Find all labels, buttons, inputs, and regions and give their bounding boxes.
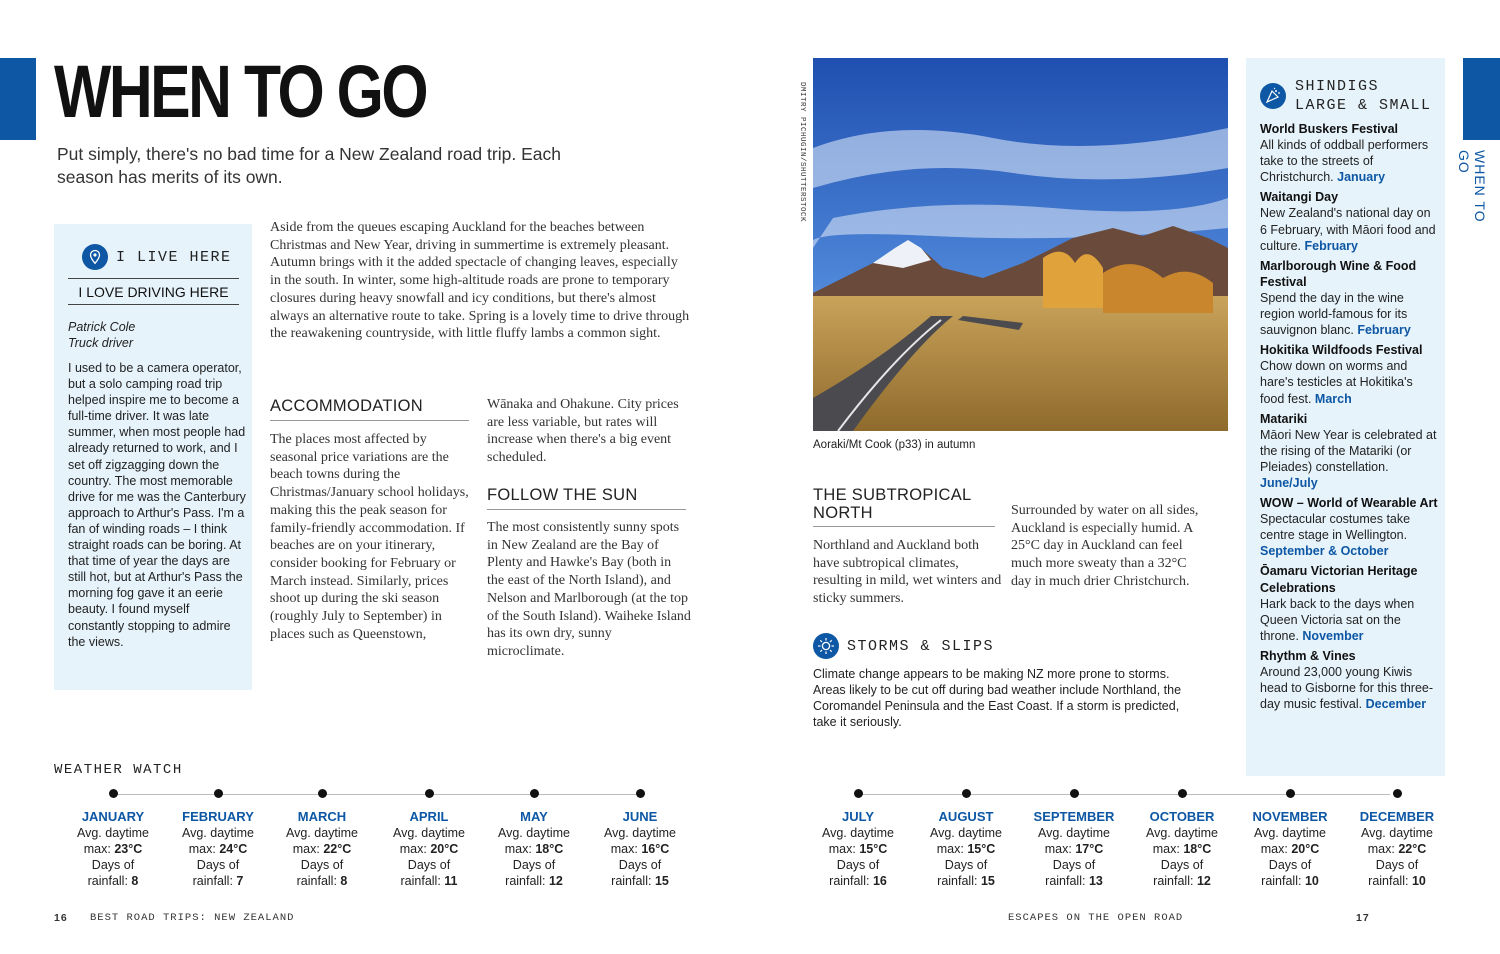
- max-temp: [270, 841, 374, 857]
- days-label: Days of: [944, 858, 988, 873]
- event-item: [1260, 495, 1440, 559]
- rain-label: rainfall:: [829, 874, 870, 889]
- event-name: Rhythm & Vines: [1260, 648, 1356, 663]
- event-name: Marlborough Wine & Food Festival: [1260, 258, 1417, 289]
- rainfall: [1130, 873, 1234, 889]
- month-weather: [914, 809, 1018, 889]
- shindigs-label-line1: SHINDIGS: [1295, 78, 1380, 95]
- month-weather: [61, 809, 165, 889]
- event-description: New Zealand's national day on 6 February, with Māori food and culture.: [1260, 206, 1436, 253]
- max-value: 20°C: [430, 842, 459, 857]
- footer-right-text: ESCAPES ON THE OPEN ROAD: [1008, 912, 1184, 924]
- i-live-here-body: I used to be a camera operator, but a solo camping road trip helped inspire me to become a full-time driver. It was late summer, when most people had already returned to work, and I set off zigzagging down the country. The most memorable drive for me was the Canterbury approach to Arthur's Pass. I'm a fan of winding roads – I think straight roads can be boring. At that time of year the days are still hot, but at Arthur's Pass the morning fog gave it an eerie beauty. I found myself constantly stopping to admire the views.: [68, 361, 246, 649]
- max-label: max:: [828, 842, 856, 857]
- days-label: Days of: [618, 858, 662, 873]
- photo-caption: Aoraki/Mt Cook (p33) in autumn: [813, 439, 976, 451]
- month-name: JUNE: [622, 809, 658, 824]
- storms-body: Climate change appears to be making NZ more prone to storms. Areas likely to be cut off during bad weather include Northland, the Coromandel Peninsula and the East Coast. If a storm is predicted, take it seriously.: [813, 667, 1182, 730]
- max-temp: [588, 841, 692, 857]
- event-name: WOW – World of Wearable Art: [1260, 496, 1438, 511]
- max-value: 20°C: [1291, 842, 1320, 857]
- event-item: [1260, 342, 1440, 406]
- page-number-right: 17: [1356, 912, 1370, 924]
- max-label: max:: [1044, 842, 1072, 857]
- rainfall: [806, 873, 910, 889]
- rain-label: rainfall:: [1153, 874, 1194, 889]
- left-edge-tab: [0, 58, 36, 140]
- right-edge-tab: [1463, 58, 1500, 140]
- max-temp: [914, 841, 1018, 857]
- avg-label: Avg. daytime: [392, 826, 466, 841]
- shindigs-label: [1295, 77, 1432, 115]
- max-value: 15°C: [859, 842, 888, 857]
- month-weather: [1345, 809, 1449, 889]
- rain-value: 15: [654, 874, 669, 889]
- event-date: March: [1314, 391, 1352, 406]
- timeline-dot: [214, 789, 223, 798]
- timeline-dot: [1178, 789, 1187, 798]
- mt-cook-photo: [813, 58, 1228, 431]
- side-section-title: WHEN TO GO: [1456, 150, 1488, 223]
- timeline-dot: [425, 789, 434, 798]
- rain-value: 11: [444, 874, 458, 889]
- event-date: February: [1357, 323, 1411, 338]
- rain-label: rainfall:: [1368, 874, 1409, 889]
- month-weather: [166, 809, 270, 889]
- days-label: Days of: [300, 858, 344, 873]
- max-temp: [1345, 841, 1449, 857]
- divider: [813, 526, 995, 527]
- rainfall: [166, 873, 270, 889]
- rain-label: rainfall:: [1045, 874, 1086, 889]
- avg-label: Avg. daytime: [76, 826, 150, 841]
- max-label: max:: [1367, 842, 1395, 857]
- max-label: max:: [936, 842, 964, 857]
- event-item: [1260, 189, 1440, 253]
- timeline-dot: [318, 789, 327, 798]
- month-name: DECEMBER: [1359, 809, 1435, 824]
- follow-the-sun-body: The most consistently sunny spots in New Zealand are the Bay of Plenty and Hawke's Bay (both in the east of the North Island), and Nelson and Marlborough (at the top of the South Island). Waiheke Island has its own dry, sunny microclimate.: [487, 520, 691, 659]
- max-value: 24°C: [219, 842, 248, 857]
- accommodation-body-continued: Wānaka and Ohakune. City prices are less variable, but rates will increase when there's a big event scheduled.: [487, 397, 679, 466]
- avg-label: Avg. daytime: [285, 826, 359, 841]
- rain-label: rainfall:: [87, 874, 128, 889]
- rainfall: [482, 873, 586, 889]
- timeline-dot: [962, 789, 971, 798]
- event-name: Matariki: [1260, 411, 1308, 426]
- max-value: 18°C: [1183, 842, 1212, 857]
- event-date: November: [1302, 628, 1364, 643]
- rainfall: [1022, 873, 1126, 889]
- max-temp: [377, 841, 481, 857]
- timeline-dot: [1286, 789, 1295, 798]
- rain-value: 12: [548, 874, 563, 889]
- month-name: AUGUST: [938, 809, 994, 824]
- max-label: max:: [1152, 842, 1180, 857]
- max-value: 17°C: [1075, 842, 1104, 857]
- event-name: Waitangi Day: [1260, 190, 1339, 205]
- days-label: Days of: [836, 858, 880, 873]
- rainfall: [588, 873, 692, 889]
- max-value: 18°C: [535, 842, 564, 857]
- avg-label: Avg. daytime: [603, 826, 677, 841]
- storms-label: STORMS & SLIPS: [847, 637, 995, 655]
- month-weather: [806, 809, 910, 889]
- event-date: December: [1365, 697, 1427, 712]
- avg-label: Avg. daytime: [1037, 826, 1111, 841]
- month-name: FEBRUARY: [182, 809, 254, 824]
- timeline-dot: [854, 789, 863, 798]
- event-item: [1260, 411, 1440, 491]
- month-weather: [377, 809, 481, 889]
- event-name: Hokitika Wildfoods Festival: [1260, 343, 1423, 358]
- event-description: Chow down on worms and hare's testicles at Hokitika's food fest.: [1260, 359, 1413, 406]
- rainfall: [1345, 873, 1449, 889]
- event-name: Ōamaru Victorian Heritage Celebrations: [1260, 564, 1418, 595]
- days-label: Days of: [512, 858, 556, 873]
- max-temp: [806, 841, 910, 857]
- days-label: Days of: [1052, 858, 1096, 873]
- days-label: Days of: [1268, 858, 1312, 873]
- days-label: Days of: [407, 858, 451, 873]
- rain-label: rainfall:: [1261, 874, 1302, 889]
- month-weather: [588, 809, 692, 889]
- rain-value: 13: [1088, 874, 1103, 889]
- month-name: MARCH: [297, 809, 347, 824]
- accommodation-heading: ACCOMMODATION: [270, 397, 424, 415]
- event-description: Spectacular costumes take centre stage in Wellington.: [1260, 512, 1411, 543]
- subtropical-body-continued: Surrounded by water on all sides, Auckland is especially humid. A 25°C day in Auckland can feel much more sweaty than a 32°C day in much drier Christchurch.: [1011, 503, 1199, 589]
- intro-text: Put simply, there's no bad time for a New Zealand road trip. Each season has merits of its own.: [57, 144, 561, 187]
- event-description: Hark back to the days when Queen Victoria sat on the throne.: [1260, 596, 1415, 643]
- event-item: [1260, 258, 1440, 338]
- rain-label: rainfall:: [611, 874, 652, 889]
- month-name: OCTOBER: [1149, 809, 1215, 824]
- max-temp: [482, 841, 586, 857]
- max-value: 23°C: [114, 842, 143, 857]
- max-label: max:: [83, 842, 111, 857]
- month-weather: [1022, 809, 1126, 889]
- contributor-role: Truck driver: [68, 336, 134, 350]
- rainfall: [377, 873, 481, 889]
- shindigs-list: [1260, 121, 1440, 716]
- max-temp: [1022, 841, 1126, 857]
- max-label: max:: [292, 842, 320, 857]
- rainfall: [1238, 873, 1342, 889]
- rain-value: 8: [131, 874, 139, 889]
- follow-the-sun-heading: FOLLOW THE SUN: [487, 486, 638, 504]
- event-description: Spend the day in the wine region world-famous for its sauvignon blanc.: [1260, 290, 1408, 338]
- avg-label: Avg. daytime: [1253, 826, 1327, 841]
- divider: [270, 420, 469, 421]
- shindigs-heading: [1260, 77, 1432, 115]
- max-temp: [61, 841, 165, 857]
- page-number-left: 16: [54, 912, 68, 924]
- max-label: max:: [399, 842, 427, 857]
- days-label: Days of: [1375, 858, 1419, 873]
- max-label: max:: [610, 842, 638, 857]
- rain-value: 7: [236, 874, 244, 889]
- max-temp: [1238, 841, 1342, 857]
- max-value: 16°C: [641, 842, 670, 857]
- event-date: January: [1337, 170, 1386, 185]
- party-icon: [1260, 83, 1286, 109]
- timeline-dot: [636, 789, 645, 798]
- rain-value: 10: [1304, 874, 1319, 889]
- timeline-dot: [530, 789, 539, 798]
- rain-value: 8: [340, 874, 348, 889]
- rain-label: rainfall:: [400, 874, 441, 889]
- i-live-here-heading: [82, 244, 242, 270]
- avg-label: Avg. daytime: [929, 826, 1003, 841]
- max-label: max:: [1260, 842, 1288, 857]
- sun-icon: [813, 633, 839, 659]
- rain-value: 15: [980, 874, 995, 889]
- divider: [68, 304, 239, 305]
- max-value: 15°C: [967, 842, 996, 857]
- storms-heading: [813, 633, 994, 659]
- month-name: SEPTEMBER: [1033, 809, 1115, 824]
- i-live-here-label: I LIVE HERE: [116, 248, 232, 266]
- event-item: [1260, 648, 1440, 712]
- rain-label: rainfall:: [937, 874, 978, 889]
- subtropical-body: Northland and Auckland both have subtropical climates, resulting in mild, wet winters and sticky summers.: [813, 538, 1002, 607]
- event-date: June/July: [1260, 475, 1318, 490]
- avg-label: Avg. daytime: [181, 826, 255, 841]
- max-label: max:: [188, 842, 216, 857]
- event-description: All kinds of oddball performers take to the streets of Christchurch.: [1260, 138, 1429, 185]
- contributor-person: Patrick Cole: [68, 320, 136, 334]
- month-name: NOVEMBER: [1252, 809, 1328, 824]
- i-live-here-subheading: I LOVE DRIVING HERE: [78, 284, 229, 300]
- timeline-dot: [1393, 789, 1402, 798]
- contributor-name: [68, 319, 239, 351]
- max-value: 22°C: [1398, 842, 1427, 857]
- rain-value: 10: [1411, 874, 1426, 889]
- divider: [68, 278, 239, 279]
- max-temp: [1130, 841, 1234, 857]
- month-name: JULY: [841, 809, 875, 824]
- avg-label: Avg. daytime: [1145, 826, 1219, 841]
- month-name: JANUARY: [81, 809, 145, 824]
- month-name: APRIL: [409, 809, 449, 824]
- footer-left-text: BEST ROAD TRIPS: NEW ZEALAND: [90, 912, 295, 924]
- max-value: 22°C: [323, 842, 352, 857]
- timeline-line-left: [110, 794, 645, 795]
- max-label: max:: [504, 842, 532, 857]
- month-weather: [270, 809, 374, 889]
- rain-value: 12: [1196, 874, 1211, 889]
- days-label: Days of: [196, 858, 240, 873]
- month-name: MAY: [520, 809, 548, 824]
- shindigs-label-line2: LARGE & SMALL: [1295, 97, 1432, 114]
- event-item: [1260, 121, 1440, 185]
- max-temp: [166, 841, 270, 857]
- avg-label: Avg. daytime: [497, 826, 571, 841]
- divider: [487, 509, 686, 510]
- month-weather: [1130, 809, 1234, 889]
- timeline-dot: [109, 789, 118, 798]
- main-paragraph: Aside from the queues escaping Auckland for the beaches between Christmas and New Year, driving in summertime is extremely pleasant. Autumn brings with it the added spectacle of changing leaves, especially in the south. In winter, some high-altitude roads are prone to temporary closures during heavy snowfall and icy conditions, but there's almost always an alternative route to take. Spring is a lovely time to drive through the reawakening countryside, with little fluffy lambs a common sight.: [270, 220, 690, 342]
- timeline-line-right: [855, 794, 1390, 795]
- month-weather: [482, 809, 586, 889]
- timeline-dot: [1070, 789, 1079, 798]
- month-weather: [1238, 809, 1342, 889]
- accommodation-body: The places most affected by seasonal price variations are the beach towns during the Christmas/January school holidays, making this the peak season for family-friendly accommodation. If beaches are on your itinerary, consider booking for February or March instead. Similarly, prices shoot up during the ski season (roughly July to September) in places such as Queenstown,: [270, 432, 469, 642]
- event-item: [1260, 563, 1440, 643]
- avg-label: Avg. daytime: [821, 826, 895, 841]
- rainfall: [270, 873, 374, 889]
- event-description: Māori New Year is celebrated at the rising of the Matariki (or Pleiades) constellation.: [1260, 427, 1437, 474]
- rainfall: [61, 873, 165, 889]
- rain-label: rainfall:: [505, 874, 546, 889]
- location-pin-icon: [82, 244, 108, 270]
- subtropical-heading: THE SUBTROPICAL NORTH: [813, 486, 971, 522]
- rain-value: 16: [872, 874, 887, 889]
- event-description: Around 23,000 young Kiwis head to Gisborne for this three-day music festival.: [1260, 665, 1434, 712]
- rainfall: [914, 873, 1018, 889]
- weather-watch-title: WEATHER WATCH: [54, 762, 183, 778]
- page-title: WHEN TO GO: [54, 50, 427, 133]
- rain-label: rainfall:: [296, 874, 337, 889]
- photo-credit: DMITRY PICHUGIN/SHUTTERSTOCK: [798, 82, 806, 223]
- rain-label: rainfall:: [192, 874, 233, 889]
- days-label: Days of: [91, 858, 135, 873]
- event-date: February: [1304, 238, 1358, 253]
- avg-label: Avg. daytime: [1360, 826, 1434, 841]
- event-name: World Buskers Festival: [1260, 122, 1399, 136]
- event-date: September & October: [1260, 544, 1389, 559]
- days-label: Days of: [1160, 858, 1204, 873]
